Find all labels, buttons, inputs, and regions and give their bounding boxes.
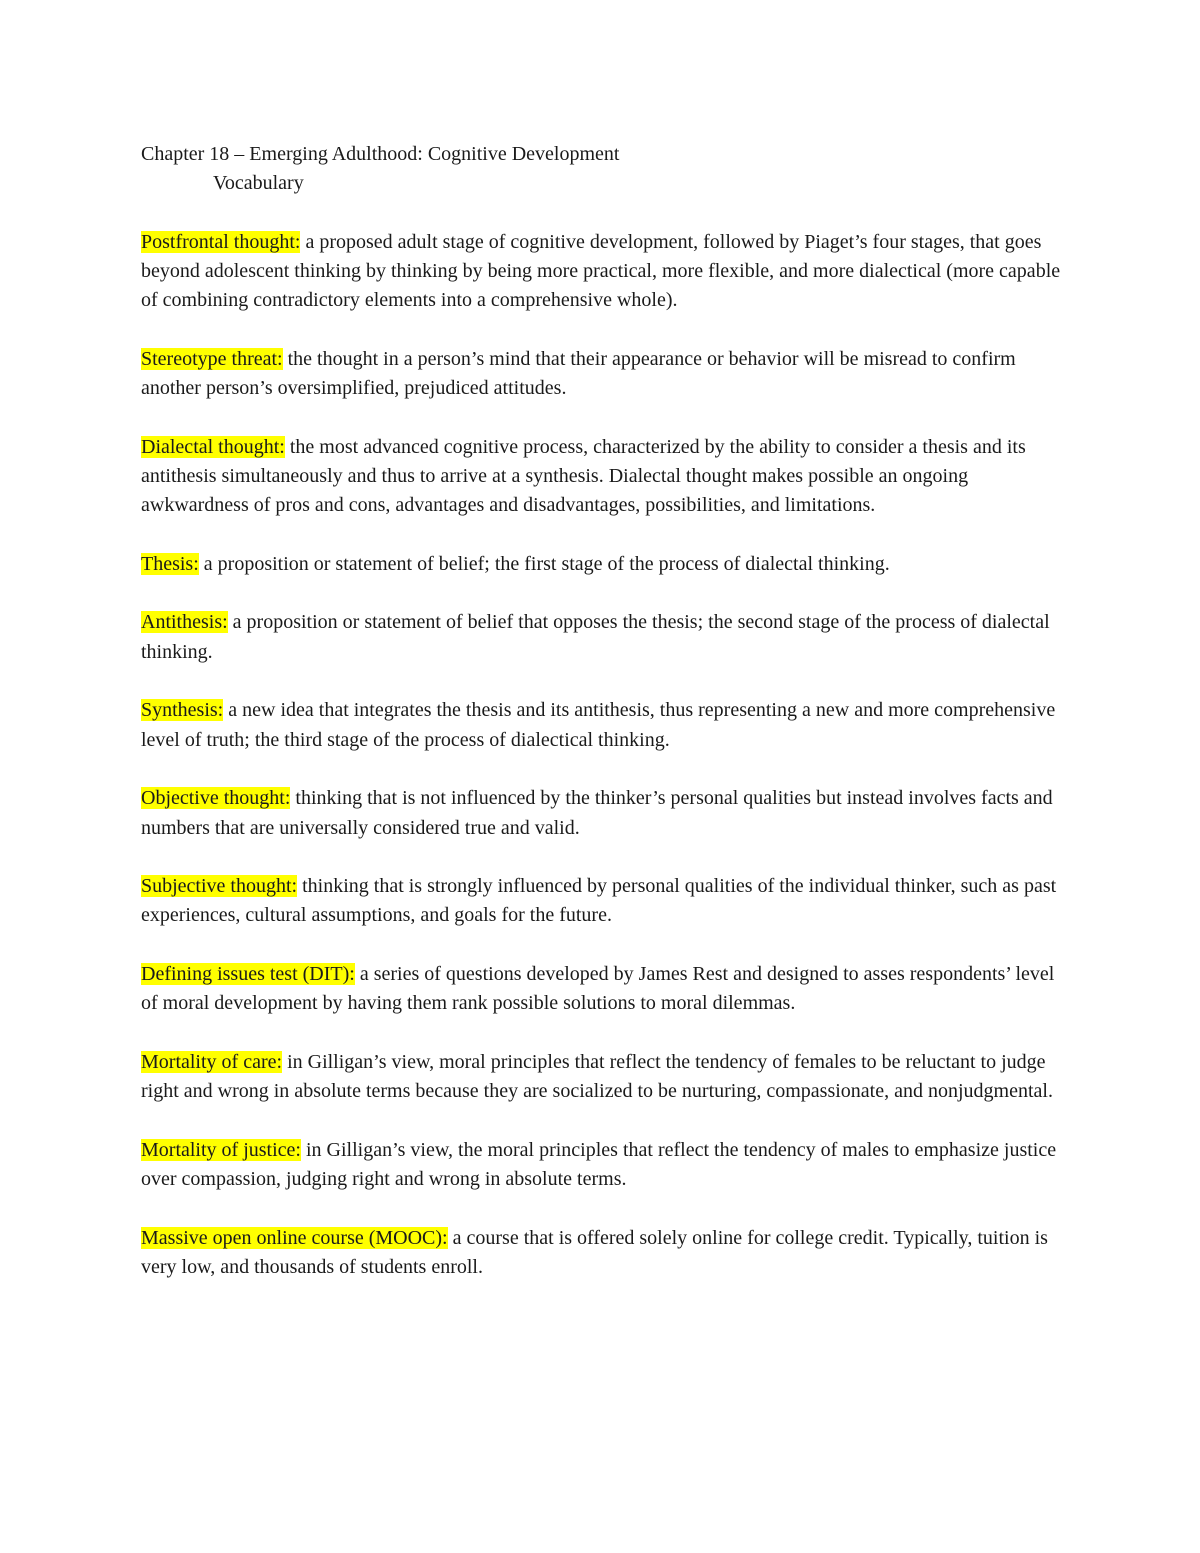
- vocab-term: Defining issues test (DIT):: [141, 963, 355, 986]
- vocab-definition: in Gilligan’s view, the moral principles that reflect the tendency of males to emphasize justice over compassion, judging right and wrong in absolute terms.: [141, 1138, 1057, 1191]
- vocab-term: Synthesis:: [141, 699, 224, 722]
- vocab-definition: in Gilligan’s view, moral principles that reflect the tendency of females to be reluctant to judge right and wrong in absolute terms because they are socialized to be nurturing, compassionate, and nonjudgmental.: [141, 1050, 1053, 1103]
- vocab-entry-stereotype-threat: [141, 345, 1061, 404]
- vocab-term: Thesis:: [141, 552, 199, 575]
- vocab-entry-objective-thought: [141, 784, 1061, 843]
- vocab-entry-antithesis: [141, 608, 1061, 667]
- vocab-entry-dialectal-thought: [141, 433, 1061, 521]
- vocab-term: Stereotype threat:: [141, 347, 283, 370]
- vocab-definition: a course that is offered solely online for college credit. Typically, tuition is very low, and thousands of students enroll.: [141, 1226, 1048, 1278]
- vocab-term: Antithesis:: [141, 611, 228, 634]
- vocab-definition: a proposition or statement of belief that opposes the thesis; the second stage of the process of dialectal thinking.: [141, 611, 1050, 663]
- vocab-definition: a proposition or statement of belief; the first stage of the process of dialectal thinking.: [198, 552, 890, 575]
- vocab-definition: the most advanced cognitive process, characterized by the ability to consider a thesis and its antithesis simultaneously and thus to arrive at a synthesis. Dialectal thought makes possible an ongoing awkwardness of pros and cons, advantages and disadvantages, possibilities, and limitations.: [141, 435, 1026, 517]
- vocab-entry-subjective-thought: [141, 872, 1061, 931]
- vocab-definition: thinking that is strongly influenced by personal qualities of the individual thinker, such as past experiences, cultural assumptions, and goals for the future.: [141, 875, 1057, 927]
- vocab-term: Mortality of care:: [141, 1050, 283, 1073]
- vocab-entry-synthesis: [141, 696, 1061, 755]
- vocab-entry-postfrontal-thought: [141, 228, 1061, 316]
- vocab-term: Massive open online course (MOOC):: [141, 1226, 448, 1249]
- vocab-entry-mooc: [141, 1224, 1061, 1283]
- vocab-definition: a new idea that integrates the thesis and its antithesis, thus representing a new and more comprehensive level of truth; the third stage of the process of dialectical thinking.: [141, 699, 1056, 751]
- vocab-definition: a proposed adult stage of cognitive development, followed by Piaget’s four stages, that goes beyond adolescent thinking by thinking by being more practical, more flexible, and more dialectical (more capable of combining contradictory elements into a comprehensive whole).: [141, 230, 1061, 312]
- vocab-definition: the thought in a person’s mind that their appearance or behavior will be misread to confirm another person’s oversimplified, prejudiced attitudes.: [141, 347, 1016, 400]
- vocab-entry-defining-issues-test: [141, 960, 1061, 1019]
- vocab-definition: thinking that is not influenced by the thinker’s personal qualities but instead involves facts and numbers that are universally considered true and valid.: [141, 787, 1053, 839]
- document-page: [141, 140, 1061, 1312]
- vocab-term: Subjective thought:: [141, 875, 298, 898]
- vocab-term: Dialectal thought:: [141, 435, 285, 458]
- vocab-term: Mortality of justice:: [141, 1138, 301, 1161]
- document-title: Chapter 18 – Emerging Adulthood: Cognitive Development: [141, 143, 620, 165]
- document-subtitle: Vocabulary: [213, 172, 304, 195]
- vocab-term: Postfrontal thought:: [141, 230, 301, 253]
- vocab-entry-mortality-of-justice: [141, 1136, 1061, 1195]
- vocab-term: Objective thought:: [141, 787, 291, 810]
- vocab-definition: a series of questions developed by James Rest and designed to asses respondents’ level of moral development by having them rank possible solutions to moral dilemmas.: [141, 963, 1055, 1015]
- vocab-entry-mortality-of-care: [141, 1048, 1061, 1107]
- vocab-entry-thesis: [141, 550, 1061, 579]
